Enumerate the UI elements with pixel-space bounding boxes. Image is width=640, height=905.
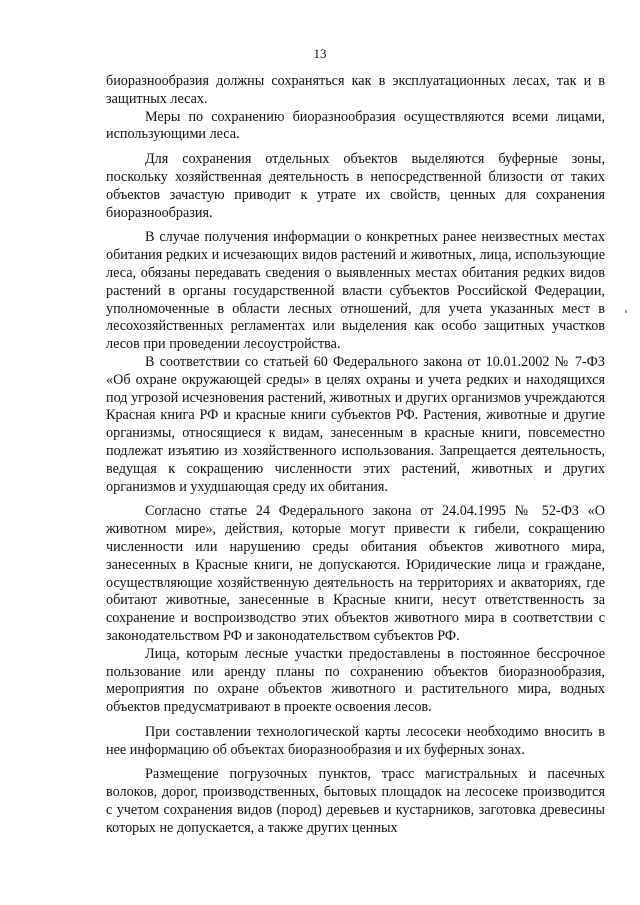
paragraph-forest-plot-users: Лица, которым лесные участки предоставлены в постоянное бессрочное пользование или аренду планы по сохранению объектов биоразнообразия, мероприятия по охране объектов животного и растительного мира, водных объектов предусматривают в проекте освоения лесов. — [106, 645, 605, 716]
paragraph-red-book-article-60: В соответствии со статьей 60 Федерального закона от 10.01.2002 № 7-ФЗ «Об охране окружающей среды» в целях охраны и учета редких и находящихся под угрозой исчезновения растений, животных и других организмов учреждаются Красная книга РФ и красные книги субъектов РФ. Растения, животные и другие организмы, относящиеся к видам, занесенным в красные книги, повсеместно подлежат изъятию из хозяйственного использования. Запрещается деятельность, ведущая к сокращению численности этих растений, животных и других организмов и ухудшающая среду их обитания. — [106, 353, 605, 495]
paragraph-biodiversity-measures: Меры по сохранению биоразнообразия осуществляются всеми лицами, использующими леса. — [106, 108, 605, 143]
page-number: 13 — [313, 46, 327, 61]
scan-edge-mark — [625, 310, 627, 313]
paragraph-loading-points: Размещение погрузочных пунктов, трасс магистральных и пасечных волоков, дорог, производственных, бытовых площадок на лесосеке производится с учетом сохранения видов (пород) деревьев и кустарников, заготовка древесины которых не допускается, а также других ценных — [106, 766, 605, 836]
document-body — [106, 73, 605, 838]
paragraph-continuation: биоразнообразия должны сохраняться как в эксплуатационных лесах, так и в защитных лесах. — [106, 73, 605, 107]
paragraph-article-24-animal-world: Согласно статье 24 Федерального закона от 24.04.1995 № 52-ФЗ «О животном мире», действия, которые могут привести к гибели, сокращению численности или нарушению среды обитания объектов животного мира, занесенных в Красные книги, не допускаются. Юридические лица и граждане, осуществляющие хозяйственную деятельность на территориях и акваториях, где обитают животные, занесенные в Красные книги, несут ответственность за сохранение и воспроизводство этих объектов животного мира в соответствии с законодательством РФ и законодательством субъектов РФ. — [106, 503, 605, 644]
paragraph-buffer-zones: Для сохранения отдельных объектов выделяются буферные зоны, поскольку хозяйственная деятельность в непосредственной близости от таких объектов зачастую приводит к утрате их свойств, ценных для сохранения биоразнообразия. — [106, 151, 605, 221]
paragraph-technological-map: При составлении технологической карты лесосеки необходимо вносить в нее информацию об объектах биоразнообразия и их буферных зонах. — [106, 723, 605, 758]
paragraph-rare-species-info: В случае получения информации о конкретных ранее неизвестных местах обитания редких и исчезающих видов растений и животных, лица, использующие леса, обязаны передавать сведения о выявленных местах обитания редких видов растений в органы государственной власти субъектов Российской Федерации, уполномоченные в области лесных отношений, для учета указанных мест в лесохозяйственных регламентах или выделения как особо защитных участков лесов при проведении лесоустройства. — [106, 229, 605, 353]
